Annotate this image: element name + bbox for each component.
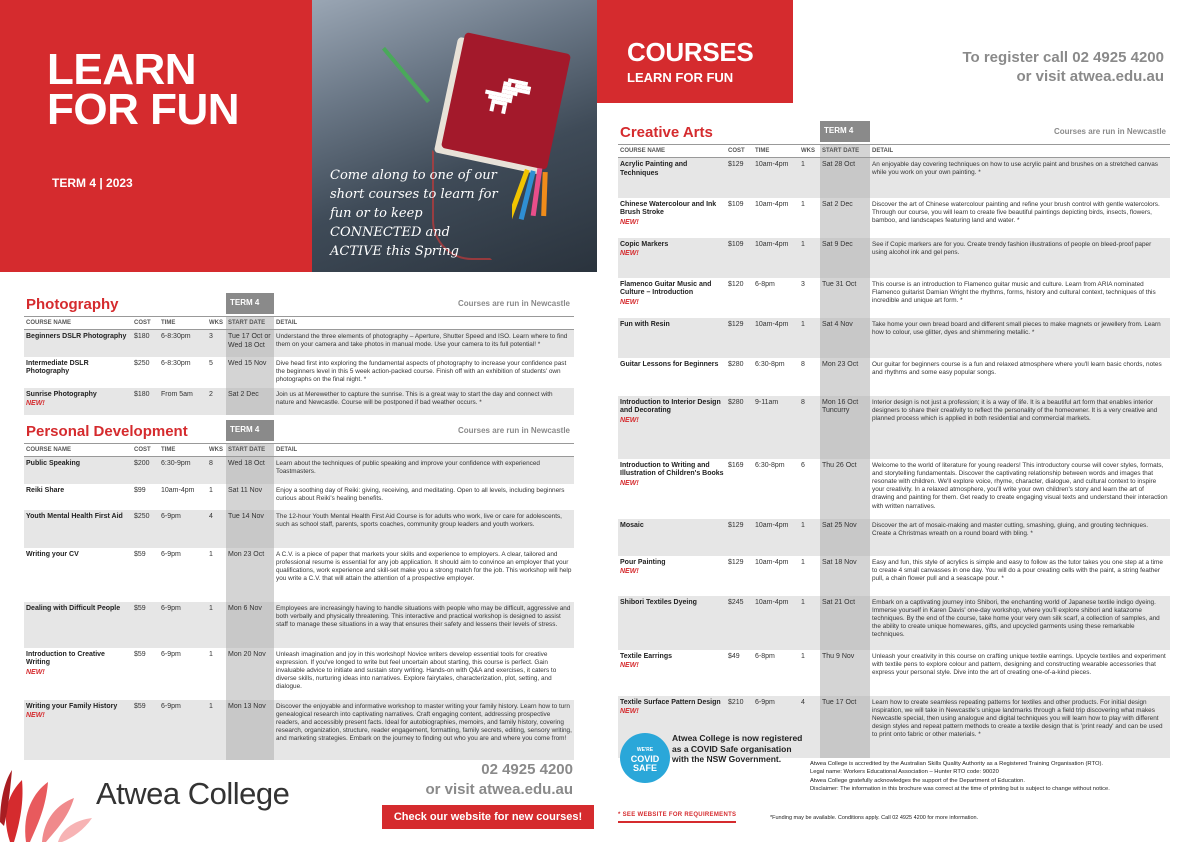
course-weeks: 1: [799, 519, 820, 556]
course-start-date: Sat 2 Dec: [226, 388, 274, 415]
course-detail: See if Copic markers are for you. Create trendy fashion illustrations of people on bleed-proof paper using alcohol ink and gel pens.: [870, 238, 1170, 278]
courses-table: [24, 443, 574, 760]
course-detail: Enjoy a soothing day of Reiki: giving, receiving, and meditating. Open to all levels, including beginners curious about Reiki's healing benefits.: [276, 486, 565, 502]
course-name: [618, 396, 726, 459]
course-detail: Unleash imagination and joy in this workshop! Novice writers develop essential tools for creative expression. If you've longed to write but feel uncertain about starting, this course is perfect. Gain invaluable advice to initiate and sustain story writing. Hands-on with Q&A and exercises, it caters to diverse skills, nurturing ideas into narratives. Explore fairytales, characterization, plot, setting, and dialogue.: [276, 650, 557, 691]
course-name: [618, 278, 726, 318]
column-header-start: START DATE: [226, 444, 274, 457]
course-title: Beginners DSLR Photography: [26, 333, 127, 340]
course-name: [618, 650, 726, 696]
course-start-date: Mon 20 Nov: [226, 648, 274, 700]
course-time: 6-8pm: [755, 652, 775, 660]
section-title: Creative Arts: [620, 124, 713, 141]
course-title: Textile Earrings: [620, 652, 673, 660]
course-time: 6-9pm: [159, 510, 207, 548]
course-weeks: 2: [207, 388, 226, 415]
new-badge: NEW!: [620, 479, 639, 487]
course-name: [618, 358, 726, 396]
course-detail: Discover the art of Chinese watercolour painting and refine your brush control with gentle watercolors. Through our course, you will learn to create five beautiful paintings depicting birds, insects, flowers, bamboo, and landscapes featuring land and water. *: [872, 200, 1160, 224]
course-name: [618, 596, 726, 650]
course-name: [24, 484, 132, 510]
course-detail: Dive head first into exploring the fundamental aspects of photography to increase your confidence past the beginners level in this 5 week action-packed course. Finish off with an exhibition of students' own photographs on the final night. *: [276, 359, 567, 383]
course-cost: $250: [134, 359, 150, 367]
course-detail: Welcome to the world of literature for young readers! This introductory course will cover styles, formats, and storytelling fundamentals. Discover the captivating relationship between words and images that resonate with children. We'll explore voice, rhyme, character, dialogue, and cultural context to inspire your creativity. In a relaxed atmosphere, you'll write your own children's story and learn the art of drawing and painting for them. Get ready to create engaging visual texts and understand their interaction with written narratives.: [872, 461, 1168, 510]
course-time: 6-8:30pm: [161, 359, 191, 367]
location-note: Courses are run in Newcastle: [457, 426, 570, 435]
course-start-date: Mon 16 Oct Tuncurry: [820, 396, 870, 459]
new-badge: NEW!: [620, 250, 639, 258]
course-time: 10am-4pm: [753, 238, 799, 278]
course-cost: $109: [726, 238, 753, 278]
course-name: [24, 457, 132, 484]
course-start-date: Mon 23 Oct: [820, 358, 870, 396]
column-header-cost: COST: [132, 317, 159, 330]
course-weeks: 1: [207, 700, 226, 760]
course-title: Chinese Watercolour and Ink Brush Stroke: [620, 200, 717, 217]
brand-name: Atwea College: [96, 776, 290, 811]
course-time: 10am-4pm: [755, 558, 789, 566]
website-link[interactable]: or visit atwea.edu.au: [425, 781, 573, 798]
course-name: [618, 238, 726, 278]
course-time: 10am-4pm: [753, 596, 799, 650]
creative-arts-section: [618, 124, 1170, 758]
course-cost: $280: [728, 360, 744, 368]
course-weeks: 1: [799, 318, 820, 358]
course-title: Introduction to Creative Writing: [26, 650, 105, 667]
course-start-date: Sat 11 Nov: [226, 484, 274, 510]
table-row[interactable]: [24, 457, 574, 484]
course-detail: This course is an introduction to Flamenco guitar music and culture. Learn from ARIA nominated Flamenco guitarist Damian Wright the rhythms, forms, history and cultural context, techniques of this incredible and unique art form. *: [872, 280, 1156, 304]
pencils-illustration: [512, 168, 552, 228]
covid-statement: Atwea College is now registered as a COVID Safe organisation with the NSW Government.: [672, 733, 803, 764]
course-title: Mosaic: [620, 521, 644, 529]
course-start-date: Tue 17 Oct or Wed 18 Oct: [226, 330, 274, 357]
course-start-date: Thu 9 Nov: [820, 650, 870, 696]
course-cost: $180: [132, 388, 159, 415]
funding-note: *Funding may be available. Conditions apply. Call 02 4925 4200 for more information.: [770, 815, 979, 821]
course-time: 10am-4pm: [753, 519, 799, 556]
course-detail: Learn about the techniques of public speaking and improve your confidence with experienced Toastmasters.: [274, 457, 574, 484]
column-header-start: START DATE: [226, 317, 274, 330]
course-time: 6-9pm: [159, 700, 207, 760]
course-time: 6-9pm: [161, 550, 181, 558]
table-row[interactable]: [24, 700, 574, 760]
course-cost: $129: [726, 158, 753, 198]
table-row[interactable]: [618, 198, 1170, 238]
course-weeks: 1: [799, 596, 820, 650]
table-row[interactable]: [618, 158, 1170, 198]
course-cost: $59: [134, 550, 146, 558]
table-row[interactable]: [618, 596, 1170, 650]
course-weeks: 4: [799, 696, 820, 758]
courses-table: [24, 316, 574, 415]
column-header-course: COURSE NAME: [24, 317, 132, 330]
new-badge: NEW!: [26, 712, 45, 720]
course-time: 6-8:30pm: [159, 330, 207, 357]
course-cost: $59: [132, 700, 159, 760]
courses-table: [618, 144, 1170, 758]
column-header-cost: COST: [726, 145, 753, 158]
course-cost: $180: [132, 330, 159, 357]
course-weeks: 5: [209, 359, 213, 367]
course-detail: Take home your own bread board and different small pieces to make magnets or jewellery from. Learn how to colour, use glitter, dyes and shimmering metallic. *: [870, 318, 1170, 358]
course-weeks: 8: [207, 457, 226, 484]
course-weeks: 1: [209, 550, 213, 558]
course-detail: Understand the three elements of photography – Aperture, Shutter Speed and ISO. Learn where to find them on your camera and take photos in manual mode. Use your camera to its full potential! *: [274, 330, 574, 357]
term-tab: TERM 4: [226, 293, 274, 314]
section-title: Personal Development: [26, 423, 188, 440]
requirements-note[interactable]: * SEE WEBSITE FOR REQUIREMENTS: [618, 812, 736, 823]
course-cost: $210: [726, 696, 753, 758]
course-name: [24, 357, 132, 388]
course-cost: $59: [132, 602, 159, 648]
course-cost: $120: [728, 280, 744, 288]
table-row[interactable]: [24, 548, 574, 602]
course-start-date: Sat 28 Oct: [820, 158, 870, 198]
column-header-detail: DETAIL: [274, 317, 574, 330]
course-detail: A C.V. is a piece of paper that markets your skills and experience to employers. A clear, tailored and professional resume is essential for any job application. It should aim to convince an employer that your qualifications, work experience and skill-set make you a strong match for the job. This workshop will help you write a C.V. that will attain the attention of a prospective employer.: [276, 550, 572, 583]
course-start-date: Sat 18 Nov: [820, 556, 870, 596]
website-link[interactable]: or visit atwea.edu.au: [1016, 68, 1164, 85]
course-time: 6-8pm: [755, 280, 775, 288]
course-detail: Join us at Merewether to capture the sunrise. This is a great way to start the day and connect with nature and Newcastle. Course will be postponed if bad weather occurs. *: [274, 388, 574, 415]
table-row[interactable]: [24, 648, 574, 700]
column-header-start: START DATE: [820, 145, 870, 158]
course-title: Introduction to Interior Design and Decorating: [620, 398, 721, 415]
table-row[interactable]: [618, 396, 1170, 459]
course-start-date: Tue 14 Nov: [226, 510, 274, 548]
course-weeks: 8: [799, 396, 820, 459]
course-cost: $99: [134, 486, 146, 494]
column-header-course: COURSE NAME: [618, 145, 726, 158]
course-name: [24, 602, 132, 648]
course-title: Acrylic Painting and Techniques: [620, 161, 688, 177]
pixel-dinosaur-icon: [480, 74, 532, 126]
hero-banner: [0, 0, 312, 272]
course-name: [618, 519, 726, 556]
column-header-time: TIME: [753, 145, 799, 158]
course-start-date: Sat 21 Oct: [820, 596, 870, 650]
course-weeks: 1: [209, 650, 213, 658]
course-name: [24, 648, 132, 700]
course-weeks: 1: [799, 158, 820, 198]
course-detail: Discover the art of mosaic-making and master cutting, smashing, gluing, and grouting techniques. Create a Christmas wreath on a round board with bling. *: [870, 519, 1170, 556]
course-title: Textile Surface Pattern Design: [620, 698, 721, 706]
course-start-date: Mon 13 Nov: [226, 700, 274, 760]
course-title: Sunrise Photography: [26, 390, 97, 398]
location-note: Courses are run in Newcastle: [457, 299, 570, 308]
table-row[interactable]: [24, 330, 574, 357]
new-badge: NEW!: [620, 218, 639, 226]
course-cost: $169: [728, 461, 744, 469]
course-detail: An enjoyable day covering techniques on how to use acrylic paint and brushes on a stretched canvas while you work on your own painting. *: [870, 158, 1170, 198]
course-name: [618, 158, 726, 198]
course-cost: $129: [726, 519, 753, 556]
table-row[interactable]: [618, 519, 1170, 556]
term-tab: TERM 4: [820, 121, 870, 142]
course-detail: Learn how to create seamless repeating patterns for textiles and other products. For initial design inspiration, we will take in Newcastle's unique landmarks through a field trip discovering what makes Newcastle special, then using analogue and digital techniques you will learn how to play with different design styles and repeat pattern methods to create a textile design that is 'print ready' and can be used to print onto fabric or other materials. *: [870, 696, 1170, 758]
column-header-course: COURSE NAME: [24, 444, 132, 457]
term-tab: TERM 4: [226, 420, 274, 441]
course-name: [618, 556, 726, 596]
pen-illustration: [382, 47, 430, 103]
course-title: Shibori Textiles Dyeing: [620, 598, 697, 606]
course-weeks: 3: [207, 330, 226, 357]
table-row[interactable]: [618, 278, 1170, 318]
course-weeks: 6: [801, 461, 805, 469]
course-name: [24, 388, 132, 415]
table-row[interactable]: [618, 318, 1170, 358]
course-detail: The 12-hour Youth Mental Health First Aid Course is for adults who work, live or care for adolescents, such as school staff, parents, sports coaches, community group leaders and youth workers.: [274, 510, 574, 548]
new-badge: NEW!: [26, 400, 45, 408]
location-note: Courses are run in Newcastle: [1053, 127, 1166, 136]
table-row[interactable]: [24, 602, 574, 648]
course-time: 6-9pm: [753, 696, 799, 758]
course-time: 10am-4pm: [753, 158, 799, 198]
course-weeks: 3: [801, 280, 805, 288]
course-cost: $280: [726, 396, 753, 459]
course-start-date: Sat 25 Nov: [820, 519, 870, 556]
hero-title: LEARN FOR FUN: [47, 45, 240, 134]
course-title: Writing your CV: [26, 550, 79, 558]
course-start-date: Thu 26 Oct: [820, 459, 870, 519]
table-row[interactable]: [618, 459, 1170, 519]
course-title: Flamenco Guitar Music and Culture – Introduction: [620, 280, 712, 297]
course-weeks: 8: [801, 360, 805, 368]
course-title: Introduction to Writing and Illustration of Children's Books: [620, 461, 724, 478]
course-start-date: Sat 9 Dec: [820, 238, 870, 278]
course-weeks: 1: [207, 602, 226, 648]
course-name: [24, 700, 132, 760]
section-title: Photography: [26, 296, 119, 313]
course-time: 6:30-8pm: [755, 360, 785, 368]
course-title: Copic Markers: [620, 240, 669, 248]
column-header-wks: WKS: [207, 444, 226, 457]
register-info: To register call 02 4925 4200 or visit atwea.edu.au: [962, 49, 1164, 85]
course-title: Intermediate DSLR Photography: [26, 359, 89, 376]
course-name: [24, 330, 132, 357]
course-time: 6:30-8pm: [755, 461, 785, 469]
column-header-detail: DETAIL: [274, 444, 574, 457]
course-detail: Easy and fun, this style of acrylics is simple and easy to follow as the tutor takes you one step at a time to create 4 small canvasses in one day. You will do a pour creating cells with the paint, a string feather pull, a chain flower pull and a seascape pour. *: [872, 558, 1163, 582]
new-badge: NEW!: [26, 668, 45, 676]
course-start-date: Mon 6 Nov: [226, 602, 274, 648]
course-name: [24, 548, 132, 602]
course-cost: $49: [728, 652, 740, 660]
course-detail: Employees are increasingly having to handle situations with people who may be difficult, aggressive and both verbally and physically threatening. This interactive and practical workshop is designed to assist staff to manage these situations in a way that ensures their safety and lessens their levels of stress.: [274, 602, 574, 648]
course-title: Dealing with Difficult People: [26, 604, 121, 612]
term-label: TERM 4 | 2023: [52, 176, 133, 190]
courses-title: COURSES: [627, 37, 754, 67]
course-time: 10am-4pm: [161, 486, 195, 494]
course-start-date: Sat 2 Dec: [820, 198, 870, 238]
column-header-wks: WKS: [799, 145, 820, 158]
course-name: [24, 510, 132, 548]
column-header-detail: DETAIL: [870, 145, 1170, 158]
course-title: Reiki Share: [26, 486, 65, 494]
covid-safe-badge: WE'RE COVID SAFE: [620, 733, 670, 783]
course-weeks: 4: [207, 510, 226, 548]
course-title: Writing your Family History: [26, 702, 118, 710]
course-time: 10am-4pm: [753, 318, 799, 358]
course-time: 6:30-9pm: [159, 457, 207, 484]
column-header-wks: WKS: [207, 317, 226, 330]
course-cost: $129: [726, 318, 753, 358]
course-time: 9-11am: [753, 396, 799, 459]
hero-tagline: Come along to one of our short courses to learn for fun or to keep CONNECTED and ACTIVE this Spring: [330, 168, 498, 259]
table-row[interactable]: [618, 358, 1170, 396]
new-badge: NEW!: [620, 298, 639, 306]
photography-section: [24, 296, 574, 415]
course-cost: $59: [134, 650, 146, 658]
course-start-date: Tue 31 Oct: [820, 278, 870, 318]
course-time: 10am-4pm: [755, 200, 789, 208]
course-time: 6-9pm: [159, 602, 207, 648]
new-badge: NEW!: [620, 568, 639, 576]
course-start-date: Mon 23 Oct: [226, 548, 274, 602]
table-row[interactable]: [618, 650, 1170, 696]
course-detail: Discover the enjoyable and informative workshop to master writing your family history. Learn how to turn genealogical research into captivating narratives. Craft engaging content, addressing prospective readers, and accessibly present facts. Ideal for autobiographies, memoirs, and family history, covering research, organization, structure, reader engagement, formatting, family secrets, editing, sensory writing, and marketing strategies. Embark on the journey to finding out who you are and where you come from!: [274, 700, 574, 760]
course-weeks: 1: [209, 486, 213, 494]
course-detail: Our guitar for beginners course is a fun and relaxed atmosphere where you'll learn basic chords, notes and rhythms and some easy popular songs.: [872, 360, 1162, 376]
course-weeks: 1: [801, 652, 805, 660]
course-weeks: 1: [799, 238, 820, 278]
course-cost: $200: [132, 457, 159, 484]
new-badge: NEW!: [620, 708, 639, 716]
course-title: Public Speaking: [26, 460, 81, 467]
course-cost: $109: [728, 200, 744, 208]
course-start-date: Wed 15 Nov: [226, 357, 274, 388]
course-start-date: Tue 17 Oct: [820, 696, 870, 758]
column-header-time: TIME: [159, 444, 207, 457]
table-row[interactable]: [24, 388, 574, 415]
course-detail: Unleash your creativity in this course on crafting unique textile earrings. Upcycle textiles and experiment with textile pens to explore colour and pattern, designing and constructing wearable accessories that express your personal style. Dive into the art of creating one-of-a-kind pieces.: [872, 652, 1166, 676]
courses-subtitle: LEARN FOR FUN: [627, 70, 734, 85]
course-title: Fun with Resin: [620, 320, 670, 328]
course-cost: $245: [726, 596, 753, 650]
table-row[interactable]: [618, 238, 1170, 278]
contact-info: 02 4925 4200 or visit atwea.edu.au: [425, 761, 573, 798]
course-title: Pour Painting: [620, 558, 666, 566]
course-detail: Interior design is not just a profession; it is a way of life. It is a beautiful art form that enables interior designers to share their creativity to reflect the personality of the homeowner. It is a very creative and planned process which is applied in both residential and commercial markets.: [870, 396, 1170, 459]
course-name: [618, 318, 726, 358]
atwea-logo-petals-icon: [0, 752, 100, 842]
table-row[interactable]: [24, 510, 574, 548]
course-title: Youth Mental Health First Aid: [26, 512, 123, 520]
accreditation-notes: Atwea College is accredited by the Australian Skills Quality Authority as a Registered Training Organisation (RTO). Legal name: Workers Educational Association – Hunter RTO code: 90020 Atwea College gratefully acknowledges the support of the Department of Education. Disclaimer: The information in this brochure was correct at the time of printing but is subject to change without notice.: [810, 761, 1110, 793]
course-start-date: Sat 4 Nov: [820, 318, 870, 358]
course-weeks: 1: [801, 558, 805, 566]
course-name: [618, 459, 726, 519]
new-badge: NEW!: [620, 416, 639, 424]
personal-development-section: [24, 423, 574, 760]
column-header-time: TIME: [159, 317, 207, 330]
table-row[interactable]: [618, 556, 1170, 596]
course-time: 6-9pm: [161, 650, 181, 658]
table-row[interactable]: [24, 357, 574, 388]
check-website-button[interactable]: Check our website for new courses!: [382, 805, 594, 829]
course-start-date: Wed 18 Oct: [226, 457, 274, 484]
course-cost: $250: [132, 510, 159, 548]
course-detail: Embark on a captivating journey into Shibori, the enchanting world of Japanese textile indigo dyeing. Immerse yourself in Karen Davis' one-day workshop, where you'll explore shibori and katazome techniques. By the end of the course, take home your very own silk scarf, a collection of samples, and the ability to create unique homewares, gifts, and upcycled garments using these remarkable techniques.: [870, 596, 1170, 650]
course-name: [618, 198, 726, 238]
new-badge: NEW!: [620, 662, 639, 670]
course-time: From 5am: [159, 388, 207, 415]
course-title: Guitar Lessons for Beginners: [620, 360, 719, 368]
course-weeks: 1: [801, 200, 805, 208]
column-header-cost: COST: [132, 444, 159, 457]
table-row[interactable]: [24, 484, 574, 510]
course-cost: $129: [728, 558, 744, 566]
